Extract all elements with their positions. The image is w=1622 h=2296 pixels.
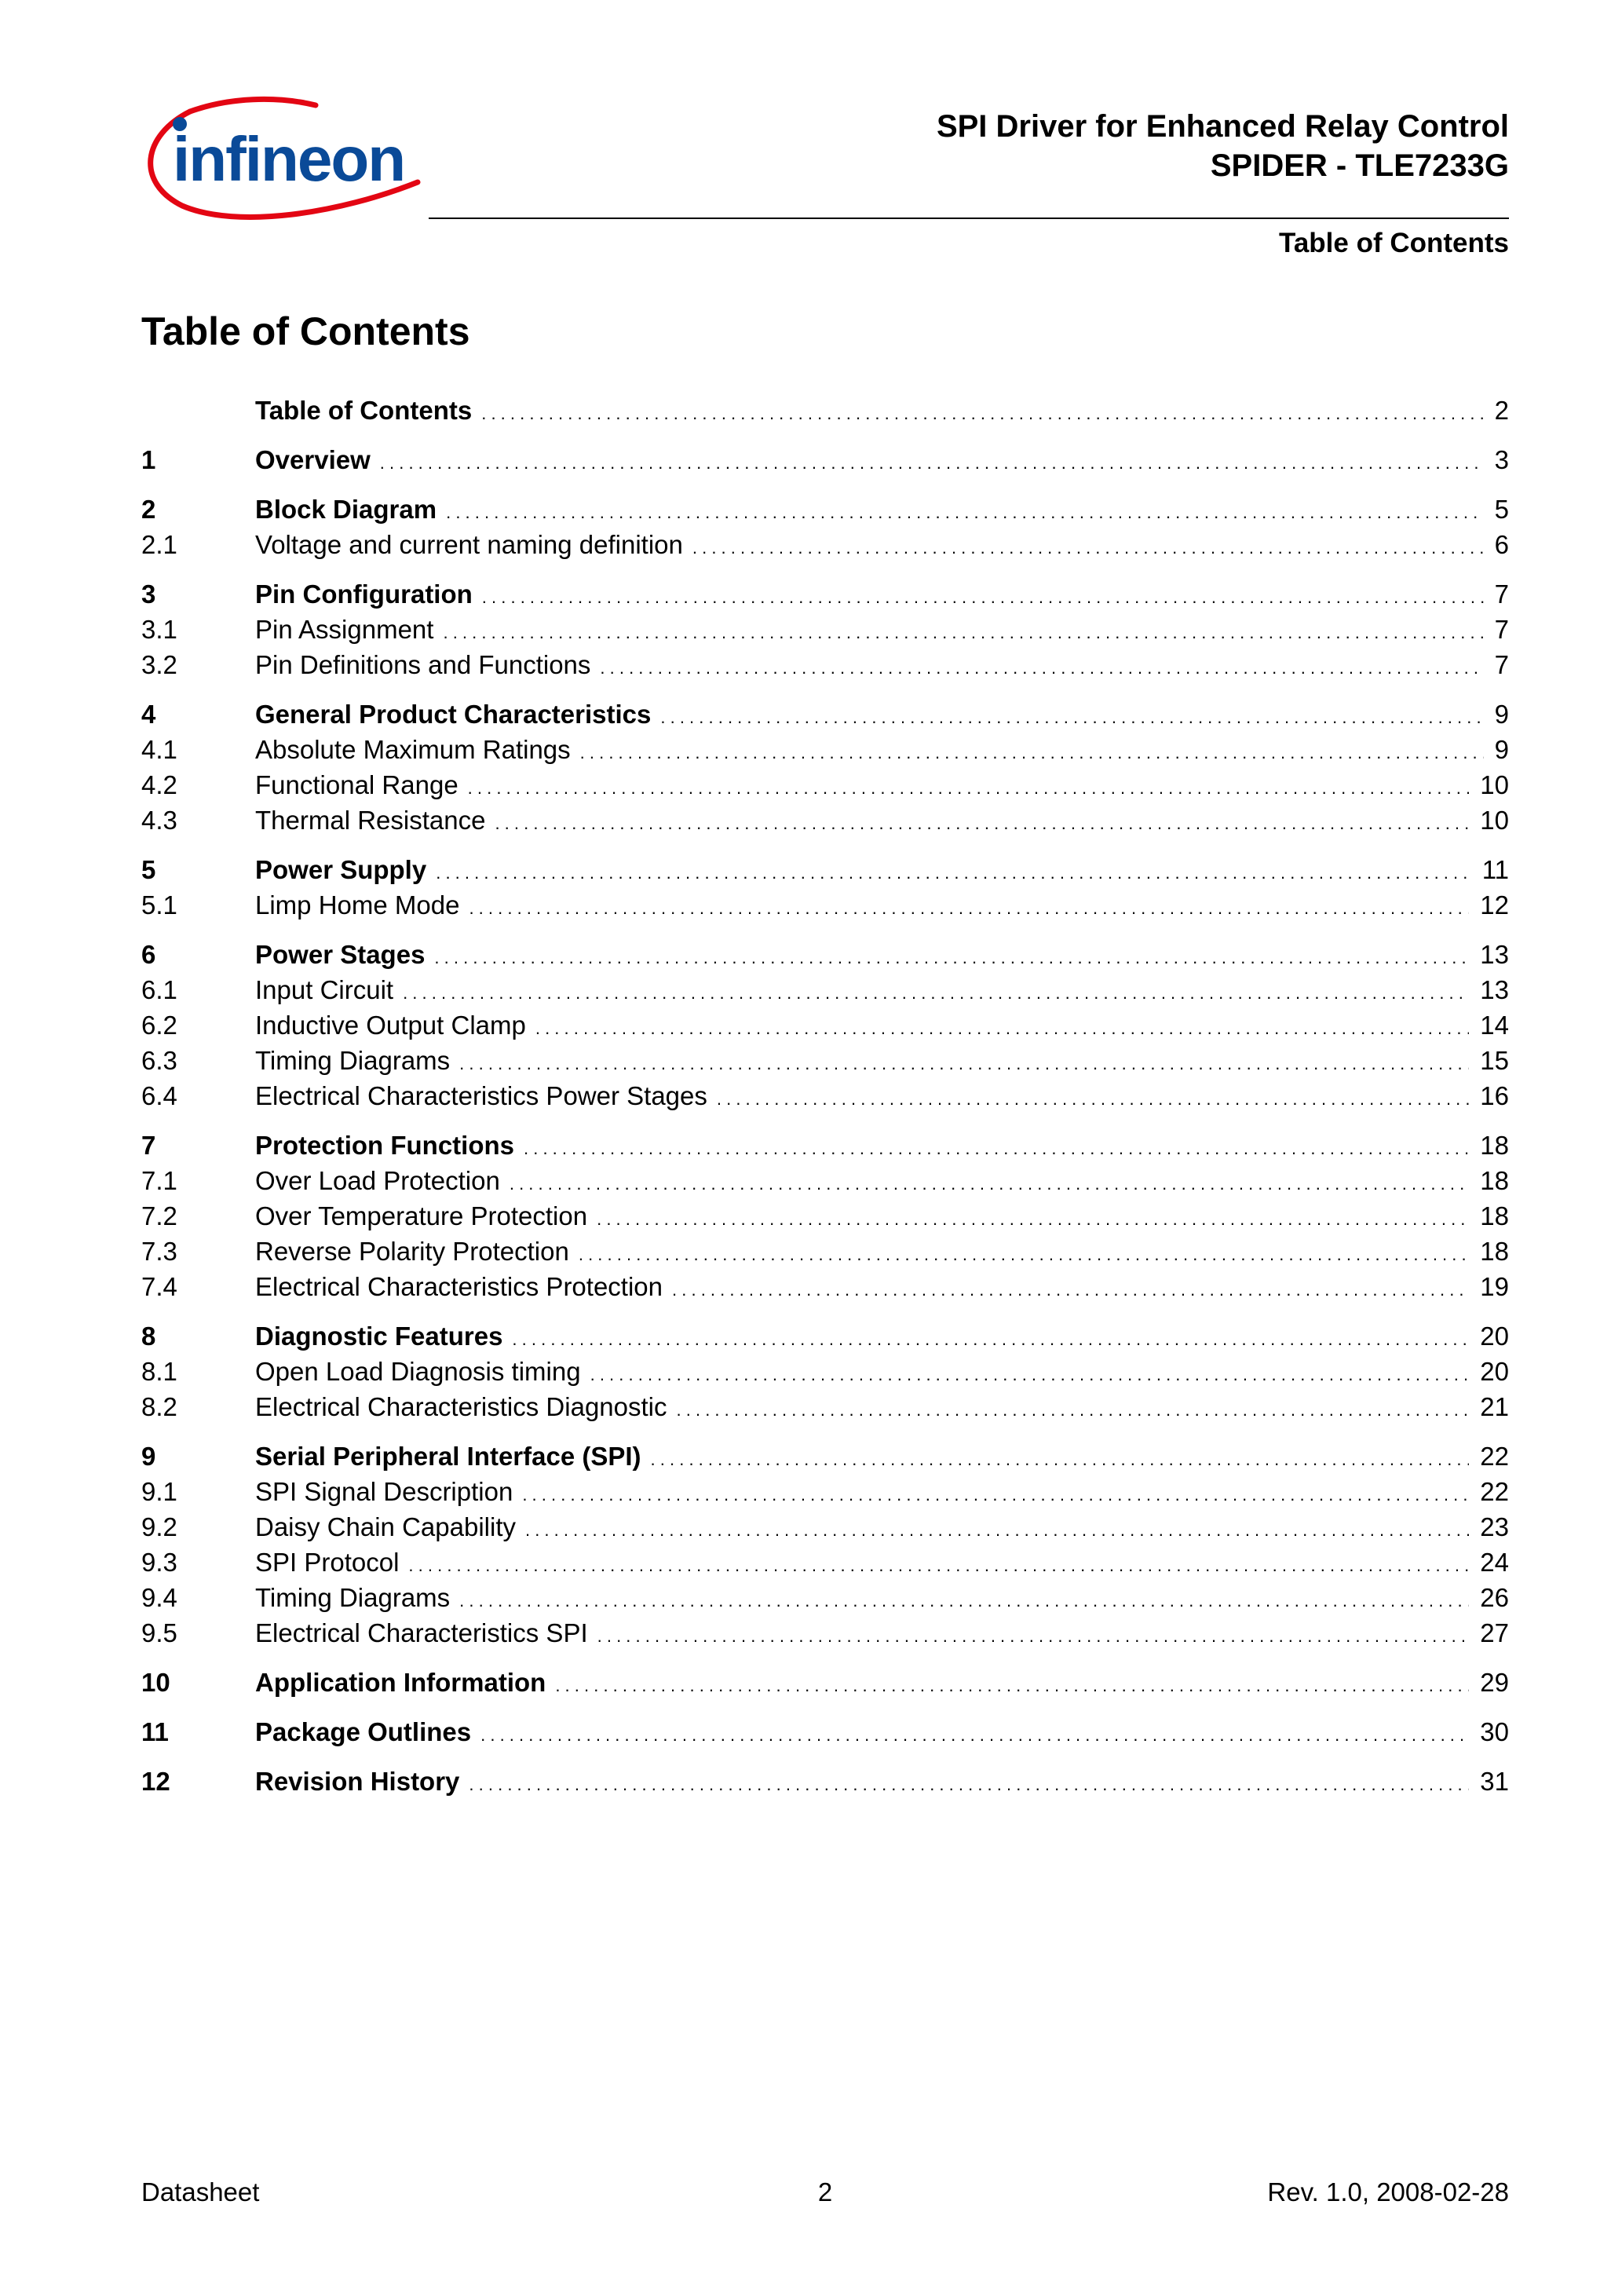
toc-section-row[interactable] bbox=[141, 803, 1509, 838]
toc-entry[interactable] bbox=[255, 1389, 1509, 1428]
toc-chapter-row[interactable] bbox=[141, 393, 1509, 428]
toc-entry[interactable] bbox=[255, 803, 1509, 841]
toc-dot-leader bbox=[672, 1269, 1469, 1307]
toc-entry[interactable] bbox=[255, 1198, 1509, 1237]
toc-entry-title[interactable]: Pin Configuration bbox=[255, 579, 473, 609]
toc-entry-number: 3.1 bbox=[141, 615, 177, 644]
toc-entry[interactable] bbox=[255, 732, 1509, 770]
toc-entry-number: 9 bbox=[141, 1442, 156, 1471]
toc-entry-title[interactable]: SPI Signal Description bbox=[255, 1477, 513, 1506]
toc-dot-leader bbox=[468, 767, 1470, 806]
toc-entry-title[interactable]: Serial Peripheral Interface (SPI) bbox=[255, 1442, 641, 1471]
toc-entry-title[interactable]: Electrical Characteristics SPI bbox=[255, 1618, 588, 1647]
toc-entry-page[interactable]: 22 bbox=[1480, 1477, 1509, 1506]
toc-entry-title[interactable]: Reverse Polarity Protection bbox=[255, 1237, 569, 1266]
toc-entry[interactable] bbox=[255, 1043, 1509, 1081]
toc-entry[interactable] bbox=[255, 1615, 1509, 1654]
toc-entry-page[interactable]: 9 bbox=[1494, 735, 1509, 764]
toc-section-row[interactable] bbox=[141, 1389, 1509, 1424]
toc-chapter-row[interactable] bbox=[141, 1665, 1509, 1700]
toc-section-row[interactable] bbox=[141, 612, 1509, 647]
toc-entry-page[interactable]: 22 bbox=[1480, 1442, 1509, 1471]
toc-entry-page[interactable]: 21 bbox=[1480, 1392, 1509, 1421]
toc-entry-title[interactable]: Diagnostic Features bbox=[255, 1322, 503, 1351]
toc-entry-number: 5 bbox=[141, 855, 156, 884]
toc-entry-number: 7.3 bbox=[141, 1237, 177, 1266]
toc-section-row[interactable] bbox=[141, 1509, 1509, 1545]
toc-entry[interactable] bbox=[255, 972, 1509, 1011]
toc-entry-title[interactable]: Overview bbox=[255, 445, 371, 474]
footer-page-number: 2 bbox=[817, 2177, 833, 2206]
toc-chapter-row[interactable] bbox=[141, 1318, 1509, 1354]
toc-entry-page[interactable]: 11 bbox=[1481, 855, 1509, 884]
toc-section-row[interactable] bbox=[141, 1615, 1509, 1651]
toc-dot-leader bbox=[597, 1198, 1469, 1237]
toc-entry-title[interactable]: Input Circuit bbox=[255, 975, 394, 1004]
toc-chapter-row[interactable] bbox=[141, 1714, 1509, 1749]
toc-entry[interactable] bbox=[255, 887, 1509, 926]
toc-entry-number: 6.3 bbox=[141, 1046, 177, 1075]
toc-entry-page[interactable]: 5 bbox=[1494, 495, 1509, 524]
toc-dot-leader bbox=[436, 852, 1471, 890]
toc-entry[interactable] bbox=[255, 1269, 1509, 1307]
toc-section-row[interactable] bbox=[141, 1007, 1509, 1043]
toc-dot-leader bbox=[482, 576, 1484, 615]
toc-entry[interactable] bbox=[255, 1163, 1509, 1201]
toc-entry[interactable] bbox=[255, 1580, 1509, 1618]
toc-entry-title[interactable]: Table of Contents bbox=[255, 396, 473, 425]
header-title-line2: SPIDER - TLE7233G bbox=[1210, 148, 1509, 183]
toc-entry-title[interactable]: Power Stages bbox=[255, 940, 426, 969]
toc-dot-leader bbox=[408, 1545, 1469, 1583]
toc-entry-number: 8.1 bbox=[141, 1357, 177, 1386]
toc-dot-leader bbox=[469, 887, 1469, 926]
toc-entry-page[interactable]: 6 bbox=[1494, 530, 1509, 559]
toc-entry[interactable] bbox=[255, 1234, 1509, 1272]
toc-entry-number: 6.2 bbox=[141, 1011, 177, 1040]
toc-dot-leader bbox=[481, 393, 1483, 431]
toc-entry-page[interactable]: 7 bbox=[1494, 650, 1509, 679]
toc-entry-number: 4.1 bbox=[141, 735, 177, 764]
toc-entry[interactable] bbox=[255, 1764, 1509, 1802]
toc-entry-number: 7.4 bbox=[141, 1272, 177, 1301]
toc-entry-page[interactable]: 7 bbox=[1494, 615, 1509, 644]
toc-entry-page[interactable]: 15 bbox=[1480, 1046, 1509, 1075]
toc-chapter-row[interactable] bbox=[141, 1128, 1509, 1163]
toc-entry-number: 3 bbox=[141, 579, 156, 609]
toc-section-row[interactable] bbox=[141, 732, 1509, 767]
toc-entry-page[interactable]: 10 bbox=[1480, 806, 1509, 835]
toc-entry-page[interactable]: 19 bbox=[1480, 1272, 1509, 1301]
toc-section-row[interactable] bbox=[141, 887, 1509, 923]
toc-entry-page[interactable]: 24 bbox=[1480, 1548, 1509, 1577]
toc-entry-title[interactable]: Thermal Resistance bbox=[255, 806, 486, 835]
toc-entry[interactable] bbox=[255, 576, 1509, 615]
toc-section-row[interactable] bbox=[141, 1580, 1509, 1615]
toc-section-row[interactable] bbox=[141, 1269, 1509, 1304]
toc-entry-number: 8 bbox=[141, 1322, 156, 1351]
toc-dot-leader bbox=[717, 1078, 1469, 1117]
toc-entry-title[interactable]: Pin Definitions and Functions bbox=[255, 650, 591, 679]
toc-section-row[interactable] bbox=[141, 767, 1509, 803]
toc-entry-number: 12 bbox=[141, 1767, 170, 1796]
toc-entry-title[interactable]: Package Outlines bbox=[255, 1717, 472, 1746]
toc-entry-title[interactable]: Open Load Diagnosis timing bbox=[255, 1357, 581, 1386]
table-of-contents bbox=[141, 393, 1509, 1799]
toc-dot-leader bbox=[597, 1615, 1470, 1654]
toc-dot-leader bbox=[510, 1163, 1469, 1201]
toc-dot-leader bbox=[434, 937, 1469, 975]
toc-entry-number: 6.4 bbox=[141, 1081, 177, 1110]
toc-dot-leader bbox=[495, 803, 1469, 841]
toc-dot-leader bbox=[579, 1234, 1469, 1272]
toc-dot-leader bbox=[590, 1354, 1470, 1392]
toc-entry[interactable] bbox=[255, 647, 1509, 686]
toc-entry-page[interactable]: 3 bbox=[1494, 445, 1509, 474]
toc-entry-number: 6 bbox=[141, 940, 156, 969]
toc-entry-title[interactable]: Electrical Characteristics Diagnostic bbox=[255, 1392, 667, 1421]
toc-entry-number: 2 bbox=[141, 495, 156, 524]
toc-entry-number: 6.1 bbox=[141, 975, 177, 1004]
toc-entry-page[interactable]: 18 bbox=[1480, 1166, 1509, 1195]
toc-entry-page[interactable]: 20 bbox=[1480, 1357, 1509, 1386]
toc-dot-leader bbox=[535, 1007, 1469, 1046]
toc-entry[interactable] bbox=[255, 1318, 1509, 1357]
toc-entry-page[interactable]: 20 bbox=[1480, 1322, 1509, 1351]
toc-entry-title[interactable]: Limp Home Mode bbox=[255, 890, 460, 919]
toc-dot-leader bbox=[692, 527, 1484, 565]
toc-dot-leader bbox=[555, 1665, 1469, 1703]
toc-entry-number: 9.2 bbox=[141, 1512, 177, 1541]
toc-section-row[interactable] bbox=[141, 1234, 1509, 1269]
toc-entry-number: 9.5 bbox=[141, 1618, 177, 1647]
toc-entry-title[interactable]: Protection Functions bbox=[255, 1131, 514, 1160]
toc-entry[interactable] bbox=[255, 612, 1509, 650]
toc-entry-title[interactable]: Over Load Protection bbox=[255, 1166, 500, 1195]
toc-entry-title[interactable]: Application Information bbox=[255, 1668, 546, 1697]
toc-chapter-row[interactable] bbox=[141, 937, 1509, 972]
toc-entry[interactable] bbox=[255, 1354, 1509, 1392]
toc-section-row[interactable] bbox=[141, 527, 1509, 562]
toc-entry-number: 9.1 bbox=[141, 1477, 177, 1506]
toc-section-row[interactable] bbox=[141, 972, 1509, 1007]
toc-entry-page[interactable]: 29 bbox=[1480, 1668, 1509, 1697]
toc-entry-page[interactable]: 27 bbox=[1480, 1618, 1509, 1647]
toc-entry[interactable] bbox=[255, 1714, 1509, 1753]
toc-entry-title[interactable]: Inductive Output Clamp bbox=[255, 1011, 526, 1040]
toc-entry-title[interactable]: Electrical Characteristics Protection bbox=[255, 1272, 663, 1301]
toc-entry[interactable] bbox=[255, 492, 1509, 530]
toc-entry-page[interactable]: 2 bbox=[1494, 396, 1509, 425]
toc-section-row[interactable] bbox=[141, 1078, 1509, 1113]
toc-entry-title[interactable]: Electrical Characteristics Power Stages bbox=[255, 1081, 707, 1110]
toc-dot-leader bbox=[459, 1043, 1469, 1081]
toc-entry-page[interactable]: 14 bbox=[1480, 1011, 1509, 1040]
toc-entry-title[interactable]: Daisy Chain Capability bbox=[255, 1512, 516, 1541]
toc-entry-number: 3.2 bbox=[141, 650, 177, 679]
toc-entry[interactable] bbox=[255, 696, 1509, 735]
toc-entry-title[interactable]: Absolute Maximum Ratings bbox=[255, 735, 571, 764]
toc-dot-leader bbox=[380, 442, 1484, 481]
toc-entry-page[interactable]: 18 bbox=[1480, 1131, 1509, 1160]
toc-entry-title[interactable]: Timing Diagrams bbox=[255, 1583, 451, 1612]
toc-entry-number: 10 bbox=[141, 1668, 170, 1697]
toc-entry-number: 9.4 bbox=[141, 1583, 177, 1612]
header-divider bbox=[429, 218, 1509, 219]
toc-dot-leader bbox=[446, 492, 1484, 530]
toc-entry[interactable] bbox=[255, 852, 1509, 890]
toc-entry[interactable] bbox=[255, 1128, 1509, 1166]
toc-entry-number: 1 bbox=[141, 445, 156, 474]
toc-section-row[interactable] bbox=[141, 1545, 1509, 1580]
toc-entry-page[interactable]: 10 bbox=[1480, 770, 1509, 799]
toc-entry-page[interactable]: 13 bbox=[1480, 975, 1509, 1004]
header-title-line1: SPI Driver for Enhanced Relay Control bbox=[936, 109, 1509, 144]
toc-entry-title[interactable]: Block Diagram bbox=[255, 495, 437, 524]
toc-entry-page[interactable]: 23 bbox=[1480, 1512, 1509, 1541]
toc-entry[interactable] bbox=[255, 393, 1509, 431]
toc-entry-number: 4.2 bbox=[141, 770, 177, 799]
toc-entry-page[interactable]: 30 bbox=[1480, 1717, 1509, 1746]
toc-entry-title[interactable]: Functional Range bbox=[255, 770, 458, 799]
toc-entry[interactable] bbox=[255, 1545, 1509, 1583]
toc-dot-leader bbox=[403, 972, 1469, 1011]
toc-entry-page[interactable]: 16 bbox=[1480, 1081, 1509, 1110]
toc-entry-number: 7.1 bbox=[141, 1166, 177, 1195]
document-header bbox=[937, 107, 1509, 185]
toc-dot-leader bbox=[443, 612, 1483, 650]
logo-graphic bbox=[135, 88, 433, 226]
toc-entry-number: 7.2 bbox=[141, 1201, 177, 1230]
toc-entry-number: 8.2 bbox=[141, 1392, 177, 1421]
toc-entry-title[interactable]: Over Temperature Protection bbox=[255, 1201, 588, 1230]
toc-section-row[interactable] bbox=[141, 647, 1509, 682]
toc-entry-page[interactable]: 31 bbox=[1480, 1767, 1509, 1796]
toc-entry-number: 4.3 bbox=[141, 806, 177, 835]
logo-wordmark: infineon bbox=[173, 124, 405, 194]
toc-dot-leader bbox=[677, 1389, 1470, 1428]
toc-entry-page[interactable]: 7 bbox=[1494, 579, 1509, 609]
toc-dot-leader bbox=[660, 696, 1483, 735]
toc-dot-leader bbox=[524, 1128, 1469, 1166]
toc-entry-title[interactable]: Timing Diagrams bbox=[255, 1046, 451, 1075]
toc-section-row[interactable] bbox=[141, 1043, 1509, 1078]
toc-chapter-row[interactable] bbox=[141, 492, 1509, 527]
toc-chapter-row[interactable] bbox=[141, 442, 1509, 477]
toc-dot-leader bbox=[459, 1580, 1469, 1618]
toc-entry[interactable] bbox=[255, 1439, 1509, 1477]
toc-chapter-row[interactable] bbox=[141, 1764, 1509, 1799]
toc-entry-title[interactable]: Power Supply bbox=[255, 855, 427, 884]
toc-entry-number: 4 bbox=[141, 700, 156, 729]
toc-dot-leader bbox=[600, 647, 1483, 686]
toc-entry-page[interactable]: 12 bbox=[1480, 890, 1509, 919]
toc-entry[interactable] bbox=[255, 1509, 1509, 1548]
footer-doc-type: Datasheet bbox=[141, 2177, 260, 2206]
toc-entry-page[interactable]: 13 bbox=[1480, 940, 1509, 969]
toc-dot-leader bbox=[651, 1439, 1470, 1477]
toc-section-row[interactable] bbox=[141, 1163, 1509, 1198]
infineon-logo bbox=[135, 88, 433, 226]
toc-entry[interactable] bbox=[255, 937, 1509, 975]
footer-revision: Rev. 1.0, 2008-02-28 bbox=[1267, 2177, 1509, 2206]
toc-chapter-row[interactable] bbox=[141, 1439, 1509, 1474]
toc-dot-leader bbox=[580, 732, 1484, 770]
toc-entry-number: 9.3 bbox=[141, 1548, 177, 1577]
toc-entry-title[interactable]: Pin Assignment bbox=[255, 615, 434, 644]
toc-entry-number: 7 bbox=[141, 1131, 156, 1160]
toc-entry[interactable] bbox=[255, 1078, 1509, 1117]
toc-entry-page[interactable]: 18 bbox=[1480, 1237, 1509, 1266]
toc-dot-leader bbox=[469, 1764, 1469, 1802]
header-section-label: Table of Contents bbox=[1279, 228, 1509, 258]
toc-entry[interactable] bbox=[255, 527, 1509, 565]
page-title: Table of Contents bbox=[141, 309, 470, 353]
toc-entry[interactable] bbox=[255, 1665, 1509, 1703]
toc-entry[interactable] bbox=[255, 1474, 1509, 1512]
toc-chapter-row[interactable] bbox=[141, 576, 1509, 612]
toc-section-row[interactable] bbox=[141, 1474, 1509, 1509]
toc-entry-page[interactable]: 26 bbox=[1480, 1583, 1509, 1612]
toc-entry[interactable] bbox=[255, 767, 1509, 806]
toc-section-row[interactable] bbox=[141, 1354, 1509, 1389]
toc-chapter-row[interactable] bbox=[141, 696, 1509, 732]
toc-entry-title[interactable]: General Product Characteristics bbox=[255, 700, 652, 729]
toc-entry-number: 11 bbox=[141, 1717, 169, 1746]
toc-chapter-row[interactable] bbox=[141, 852, 1509, 887]
toc-dot-leader bbox=[512, 1318, 1469, 1357]
toc-dot-leader bbox=[522, 1474, 1469, 1512]
toc-entry-page[interactable]: 9 bbox=[1494, 700, 1509, 729]
toc-entry-title[interactable]: SPI Protocol bbox=[255, 1548, 400, 1577]
toc-dot-leader bbox=[480, 1714, 1469, 1753]
page-footer bbox=[141, 2177, 1509, 2208]
toc-entry-page[interactable]: 18 bbox=[1480, 1201, 1509, 1230]
toc-entry-number: 5.1 bbox=[141, 890, 177, 919]
toc-entry-number: 2.1 bbox=[141, 530, 177, 559]
toc-dot-leader bbox=[525, 1509, 1469, 1548]
toc-entry[interactable] bbox=[255, 1007, 1509, 1046]
toc-entry[interactable] bbox=[255, 442, 1509, 481]
toc-entry-title[interactable]: Revision History bbox=[255, 1767, 460, 1796]
toc-entry-title[interactable]: Voltage and current naming definition bbox=[255, 530, 683, 559]
toc-section-row[interactable] bbox=[141, 1198, 1509, 1234]
